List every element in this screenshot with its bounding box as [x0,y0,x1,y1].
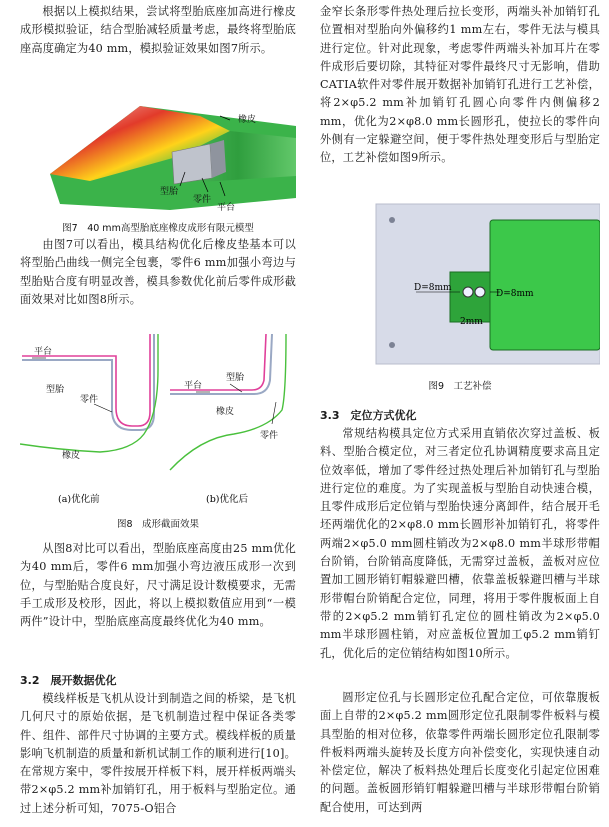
fig8b-label-part: 零件 [260,431,279,441]
right-paragraph-2: 常规结构模具定位方式采用直销依次穿过盖板、板料、型胎合模定位，对三者定位孔协调精度要求高且定位效率低，增加了零件经过热处理后补加销钉孔与型胎进行定位的难度。为了实现盖板与型胎自动快速合模，且零件成形后定位销与型胎快速分离卸件，结合展开毛坯两端优化的2×φ8.0 mm长圆形补加销钉孔，将零件两端2×φ5.0 mm圆柱销改为2×φ8.0 mm半球形带帽台阶销，台阶销高度降低，无需穿过盖板，盖板对应位置加工圆形销钉帽躲避凹槽，依靠盖板躲避凹槽与半球形带帽台阶销配合定位，同理，将用于零件腹板面上自带的2×φ5.2 mm销钉孔定位的圆柱销改为2×φ5.0 mm半球形圆柱销，对应盖板位置加工φ5.2 mm销钉孔，优化后的定位销结构如图10所示。 [320,427,600,660]
fig8b-label-rubber: 橡皮 [216,407,235,417]
section-3-3-heading: 3.3 定位方式优化 [320,409,417,422]
figure-7 [20,86,296,234]
section-3-2-heading: 3.2 展开数据优化 [20,674,117,687]
fig9-label-offset: 2mm [460,317,483,327]
right-paragraph-3: 圆形定位孔与长圆形定位孔配合定位，可依靠腹板面上自带的2×φ5.2 mm圆形定位孔限制零件板料与模具型胎的相对位移，依靠零件两端长圆形定位孔限制零件板料两端头旋转及长度方向补偿变化，实现快速自动补偿定位，解决了板料热处理后长度变化引起定位困难的问题。盖板圆形销钉帽躲避凹槽与半球形带帽台阶销配合使用，可达到两 [320,691,600,814]
fig8a-label-die: 型胎 [46,385,65,395]
figure-9 [320,200,600,392]
left-paragraph-1: 根据以上模拟结果，尝试将型胎底座加高进行橡皮成形模拟验证，结合型胎减轻质量考虑，最终将型胎底座高度确定为40 mm，模拟验证效果如图7所示。 [20,5,296,55]
fem-model-image [20,86,296,212]
fig8a-label-part: 零件 [80,395,99,405]
fig7-label-die: 型胎 [160,187,179,197]
left-paragraph-4: 模线样板是飞机从设计到制造之间的桥梁，是飞机几何尺寸的原始依据，是飞机制造过程中保证各类零件、组件、部件尺寸协调的主要方式。模线样板的质量影响飞机制造的质量和新机试制工作的顺利进行[10]。在常规方案中，零件按展开样板下料，展开样板两端头带2×φ5.2 mm补加销钉孔，用于板料与型胎定位。通过上述分析可知，7075-O铝合 [20,692,296,815]
left-paragraph-2: 由图7可以看出，模具结构优化后橡皮垫基本可以将型胎凸曲线一侧完全包裹，零件6 mm加强小弯边与型胎贴合度有明显改善，模具参数优化前后零件成形截面效果对比如图8所示。 [20,238,296,306]
fig8a-label-rubber: 橡皮 [62,451,81,461]
fig8a-label-platform: 平台 [34,347,53,357]
fig8b-label-die: 型胎 [226,373,245,383]
right-paragraph-1: 金窄长条形零件热处理后拉长变形，两端头补加销钉孔位置相对型胎向外偏移约1 mm左右，零件无法与模具进行定位。针对此现象，考虑零件两端头补加耳片在零件成形后要切除，其特征对零件最终尺寸无影响，借助CATIA软件对零件展开数据补加销钉孔进行工艺补偿，将2×φ5.2 mm补加销钉孔圆心向零件内侧偏移2 mm，优化为2×φ8.0 mm长圆形孔，使拉长的零件向外侧有一定躲避空间，便于零件热处理变形后与型胎定位，工艺补偿如图9所示。 [320,5,600,165]
figure-8 [20,330,296,530]
fig7-label-part: 零件 [193,195,212,205]
part-body [490,220,600,350]
section-compare-image [20,330,296,510]
fig8b-label-platform: 平台 [184,381,203,391]
fig8-panel-a [20,334,158,461]
fig9-label-d2: D=8mm [496,289,534,299]
figure-7-caption: 图7 40 mm高型胎底座橡皮成形有限元模型 [62,223,254,234]
fig8-panel-b [170,334,286,470]
fig8-sub-b: (b)优化后 [206,494,248,505]
fig9-label-d1: D=8mm [414,283,452,293]
fig7-label-platform: 平台 [217,203,236,212]
left-paragraph-3: 从图8对比可以看出，型胎底座高度由25 mm优化为40 mm后，零件6 mm加强小弯边液压成形一次到位，与型胎贴合度良好，尺寸满足设计数模要求，无需手工成形及校形，因此，将以上模拟数值应用到“一模两件”设计中，型胎底座高度最终优化为40 mm。 [20,542,296,629]
figure-8-caption: 图8 成形截面效果 [116,519,200,530]
process-compensation-image [320,200,600,370]
die-side [210,140,226,178]
figure-9-caption: 图9 工艺补偿 [428,381,492,392]
fig7-label-rubber: 橡皮 [238,115,257,125]
fig8-sub-a: (a)优化前 [58,494,100,505]
